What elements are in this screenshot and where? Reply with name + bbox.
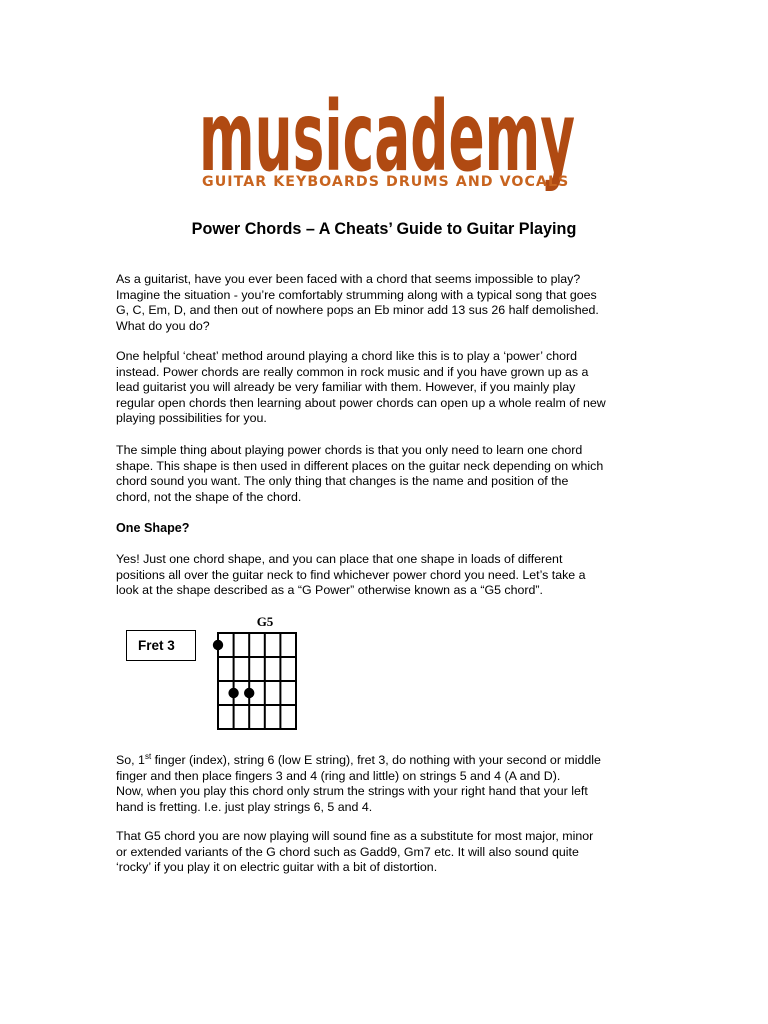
paragraph-line: One helpful ‘cheat’ method around playing a chord like this is to play a ‘power’ chord [116,349,578,363]
paragraph-line: hand is fretting. I.e. just play strings 6, 5 and 4. [116,799,373,814]
paragraph-line: shape. This shape is then used in different places on the guitar neck depending on which [116,458,604,473]
paragraph-line: or extended variants of the G chord such as Gadd9, Gm7 etc. It will also sound quite [116,844,579,859]
paragraph-line [116,749,662,769]
so-paragraph [116,749,662,815]
paragraph-line: instead. Power chords are really common in rock music and if you have grown up as a [116,364,589,379]
paragraph-line: chord sound you want. The only thing that changes is the name and position of the [116,474,569,489]
finger-dot [228,688,238,698]
fret-label-box: Fret 3 [126,630,196,661]
paragraph-line: Yes! Just one chord shape, and you can place that one shape in loads of different [116,552,563,566]
cheat-paragraph [116,349,662,427]
chord-diagram [206,629,306,733]
paragraph-line: Imagine the situation - you’re comfortably strumming along with a typical song that goes [116,287,597,302]
page-title: Power Chords – A Cheats’ Guide to Guitar Playing [191,220,577,238]
one-shape-heading: One Shape? [116,521,190,535]
simple-paragraph [116,443,662,505]
so-first-rest: finger (index), string 6 (low E string), fret 3, do nothing with your second or middle [151,753,601,767]
paragraph-line: lead guitarist you will already be very familiar with them. However, if you mainly play [116,380,576,395]
finger-dot [213,640,223,650]
paragraph-line: What do you do? [116,318,210,333]
musicademy-logo [198,81,576,196]
yes-paragraph [116,552,662,599]
so-first-start: So, 1 [116,753,145,767]
finger-dot [244,688,254,698]
paragraph-line: ‘rocky’ if you play it on electric guitar with a bit of distortion. [116,860,438,875]
paragraph-line: As a guitarist, have you ever been faced with a chord that seems impossible to play? [116,272,581,286]
paragraph-line: positions all over the guitar neck to find whichever power chord you need. Let’s take a [116,567,586,582]
chord-name-label: G5 [256,614,274,629]
svg-text:musicademy: musicademy [199,81,575,193]
intro-paragraph [116,272,662,334]
paragraph-line: look at the shape described as a “G Power” otherwise known as a “G5 chord”. [116,583,543,598]
paragraph-line: finger and then place fingers 3 and 4 (ring and little) on strings 5 and 4 (A and D). [116,768,561,783]
g5-paragraph [116,829,662,876]
paragraph-line: regular open chords then learning about power chords can open up a whole realm of new [116,395,606,410]
paragraph-line: Now, when you play this chord only strum the strings with your right hand that your left [116,784,588,799]
paragraph-line: playing possibilities for you. [116,411,267,426]
paragraph-line: That G5 chord you are now playing will sound fine as a substitute for most major, minor [116,829,594,843]
so-first-superscript: st [144,752,152,761]
logo-tagline: GUITAR KEYBOARDS DRUMS AND VOCALS [202,174,570,190]
paragraph-line: chord, not the shape of the chord. [116,489,302,504]
paragraph-line: G, C, Em, D, and then out of nowhere pops an Eb minor add 13 sus 26 half demolished. [116,303,599,318]
paragraph-line: The simple thing about playing power chords is that you only need to learn one chord [116,443,583,457]
